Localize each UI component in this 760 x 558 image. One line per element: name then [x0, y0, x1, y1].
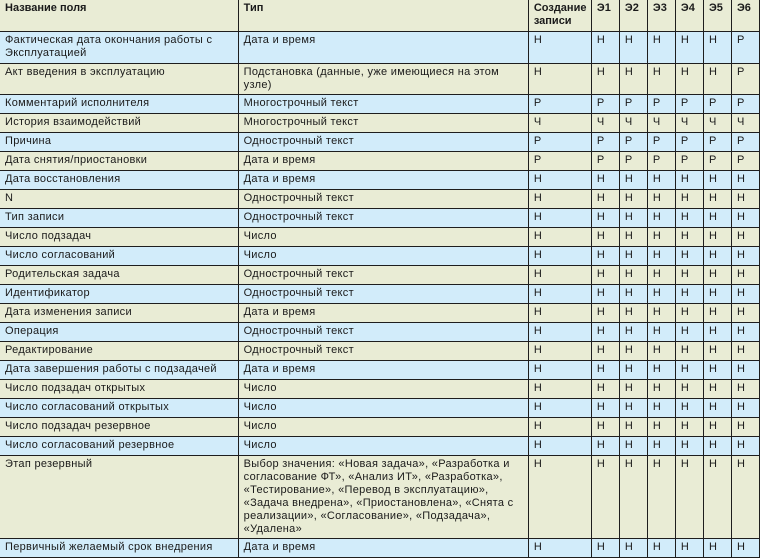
cell-stage-5: Н: [703, 228, 731, 247]
table-row: [0, 418, 760, 437]
cell-stage-2: Н: [619, 190, 647, 209]
cell-stage-3: Н: [647, 266, 675, 285]
cell-stage-2: Н: [619, 456, 647, 539]
table-row: [0, 304, 760, 323]
cell-stage-4: Н: [675, 323, 703, 342]
cell-stage-4: Н: [675, 304, 703, 323]
cell-stage-6: Н: [731, 342, 759, 361]
cell-stage-5: Р: [703, 152, 731, 171]
cell-type: Подстановка (данные, уже имеющиеся на этом узле): [238, 64, 528, 95]
cell-stage-6: Н: [731, 399, 759, 418]
table-body: [0, 32, 760, 558]
cell-stage-3: Н: [647, 342, 675, 361]
cell-stage-3: Н: [647, 380, 675, 399]
cell-create-record: Н: [528, 304, 591, 323]
cell-field-name: Тип записи: [0, 209, 238, 228]
cell-stage-4: Н: [675, 190, 703, 209]
cell-type: Многострочный текст: [238, 114, 528, 133]
cell-stage-6: Н: [731, 380, 759, 399]
cell-type: Число: [238, 418, 528, 437]
cell-create-record: Н: [528, 209, 591, 228]
cell-stage-6: Н: [731, 539, 759, 558]
cell-stage-4: Р: [675, 152, 703, 171]
cell-stage-3: Н: [647, 323, 675, 342]
cell-type: Многострочный текст: [238, 95, 528, 114]
table-row: [0, 456, 760, 539]
table-row: [0, 342, 760, 361]
table-row: [0, 152, 760, 171]
cell-stage-6: Н: [731, 247, 759, 266]
cell-create-record: Р: [528, 152, 591, 171]
cell-create-record: Р: [528, 95, 591, 114]
cell-field-name: Причина: [0, 133, 238, 152]
cell-field-name: Комментарий исполнителя: [0, 95, 238, 114]
cell-create-record: Ч: [528, 114, 591, 133]
cell-stage-3: Р: [647, 95, 675, 114]
cell-stage-5: Н: [703, 64, 731, 95]
cell-stage-3: Н: [647, 437, 675, 456]
cell-stage-3: Н: [647, 456, 675, 539]
cell-create-record: Р: [528, 133, 591, 152]
cell-stage-2: Н: [619, 228, 647, 247]
cell-stage-4: Н: [675, 380, 703, 399]
header-stage-2: Э2: [619, 0, 647, 32]
header-stage-4: Э4: [675, 0, 703, 32]
cell-field-name: Акт введения в эксплуатацию: [0, 64, 238, 95]
cell-stage-5: Н: [703, 399, 731, 418]
cell-stage-6: Н: [731, 266, 759, 285]
header-create-record: Создание записи: [528, 0, 591, 32]
cell-stage-1: Н: [591, 228, 619, 247]
cell-stage-2: Н: [619, 64, 647, 95]
cell-stage-3: Н: [647, 285, 675, 304]
cell-create-record: Н: [528, 285, 591, 304]
cell-stage-5: Р: [703, 95, 731, 114]
cell-stage-3: Н: [647, 64, 675, 95]
table-row: [0, 228, 760, 247]
cell-stage-3: Н: [647, 209, 675, 228]
cell-stage-3: Н: [647, 32, 675, 64]
cell-stage-2: Ч: [619, 114, 647, 133]
cell-stage-3: Н: [647, 361, 675, 380]
cell-field-name: Редактирование: [0, 342, 238, 361]
header-stage-1: Э1: [591, 0, 619, 32]
cell-field-name: Дата снятия/приостановки: [0, 152, 238, 171]
cell-stage-1: Н: [591, 171, 619, 190]
header-stage-6: Э6: [731, 0, 759, 32]
cell-create-record: Н: [528, 399, 591, 418]
table-header-row: [0, 0, 760, 32]
cell-stage-1: Н: [591, 456, 619, 539]
cell-stage-5: Н: [703, 361, 731, 380]
cell-type: Однострочный текст: [238, 190, 528, 209]
cell-type: Дата и время: [238, 32, 528, 64]
cell-stage-1: Н: [591, 190, 619, 209]
cell-stage-1: Н: [591, 342, 619, 361]
cell-stage-3: Н: [647, 399, 675, 418]
table-row: [0, 247, 760, 266]
cell-stage-6: Р: [731, 32, 759, 64]
table-row: [0, 323, 760, 342]
cell-field-name: Фактическая дата окончания работы с Эксплуатацией: [0, 32, 238, 64]
cell-stage-2: Н: [619, 437, 647, 456]
cell-stage-1: Н: [591, 437, 619, 456]
cell-stage-5: Н: [703, 266, 731, 285]
cell-stage-4: Н: [675, 342, 703, 361]
cell-stage-5: Н: [703, 456, 731, 539]
cell-stage-5: Н: [703, 342, 731, 361]
cell-stage-1: Н: [591, 323, 619, 342]
cell-field-name: Родительская задача: [0, 266, 238, 285]
cell-stage-4: Ч: [675, 114, 703, 133]
cell-stage-5: Н: [703, 171, 731, 190]
cell-field-name: Число согласований открытых: [0, 399, 238, 418]
cell-stage-6: Н: [731, 437, 759, 456]
cell-type: Число: [238, 437, 528, 456]
cell-stage-6: Н: [731, 190, 759, 209]
cell-stage-6: Н: [731, 418, 759, 437]
cell-stage-4: Н: [675, 64, 703, 95]
cell-type: Однострочный текст: [238, 285, 528, 304]
cell-field-name: Дата изменения записи: [0, 304, 238, 323]
cell-type: Однострочный текст: [238, 266, 528, 285]
cell-field-name: Операция: [0, 323, 238, 342]
header-type: Тип: [238, 0, 528, 32]
table-row: [0, 361, 760, 380]
cell-stage-2: Н: [619, 266, 647, 285]
cell-create-record: Н: [528, 171, 591, 190]
cell-stage-5: Н: [703, 323, 731, 342]
cell-stage-1: Н: [591, 266, 619, 285]
cell-stage-2: Н: [619, 342, 647, 361]
cell-stage-6: Р: [731, 64, 759, 95]
cell-create-record: Н: [528, 380, 591, 399]
cell-stage-3: Р: [647, 133, 675, 152]
cell-type: Однострочный текст: [238, 342, 528, 361]
cell-stage-4: Н: [675, 418, 703, 437]
cell-stage-1: Н: [591, 285, 619, 304]
cell-stage-5: Н: [703, 247, 731, 266]
cell-field-name: Дата восстановления: [0, 171, 238, 190]
cell-create-record: Н: [528, 32, 591, 64]
cell-stage-4: Н: [675, 266, 703, 285]
cell-stage-5: Н: [703, 209, 731, 228]
cell-stage-1: Р: [591, 152, 619, 171]
cell-stage-1: Н: [591, 32, 619, 64]
cell-stage-4: Р: [675, 133, 703, 152]
cell-stage-5: Н: [703, 539, 731, 558]
cell-stage-3: Н: [647, 171, 675, 190]
cell-create-record: Н: [528, 190, 591, 209]
table-row: [0, 190, 760, 209]
table-row: [0, 437, 760, 456]
cell-stage-1: Н: [591, 247, 619, 266]
cell-stage-5: Н: [703, 190, 731, 209]
cell-stage-2: Н: [619, 171, 647, 190]
cell-stage-2: Н: [619, 418, 647, 437]
table-row: [0, 32, 760, 64]
cell-stage-1: Р: [591, 133, 619, 152]
cell-stage-6: Н: [731, 228, 759, 247]
cell-stage-5: Н: [703, 418, 731, 437]
header-stage-5: Э5: [703, 0, 731, 32]
table-row: [0, 399, 760, 418]
cell-stage-1: Ч: [591, 114, 619, 133]
cell-stage-2: Р: [619, 95, 647, 114]
cell-field-name: Число подзадач резервное: [0, 418, 238, 437]
cell-stage-3: Н: [647, 247, 675, 266]
cell-create-record: Н: [528, 228, 591, 247]
cell-stage-4: Н: [675, 209, 703, 228]
table-row: [0, 133, 760, 152]
cell-stage-1: Н: [591, 209, 619, 228]
cell-type: Число: [238, 399, 528, 418]
cell-stage-3: Н: [647, 304, 675, 323]
cell-stage-2: Н: [619, 285, 647, 304]
cell-stage-4: Р: [675, 95, 703, 114]
cell-create-record: Н: [528, 418, 591, 437]
cell-type: Дата и время: [238, 361, 528, 380]
table-row: [0, 266, 760, 285]
cell-type: Дата и время: [238, 152, 528, 171]
cell-stage-6: Н: [731, 285, 759, 304]
cell-stage-4: Н: [675, 228, 703, 247]
cell-stage-6: Р: [731, 152, 759, 171]
cell-stage-3: Ч: [647, 114, 675, 133]
cell-type: Дата и время: [238, 304, 528, 323]
cell-field-name: Первичный желаемый срок внедрения: [0, 539, 238, 558]
cell-stage-5: Ч: [703, 114, 731, 133]
cell-stage-3: Н: [647, 539, 675, 558]
cell-create-record: Н: [528, 456, 591, 539]
cell-stage-2: Н: [619, 380, 647, 399]
cell-type: Число: [238, 228, 528, 247]
cell-stage-3: Н: [647, 418, 675, 437]
cell-stage-2: Р: [619, 152, 647, 171]
cell-create-record: Н: [528, 266, 591, 285]
table-row: [0, 95, 760, 114]
header-stage-3: Э3: [647, 0, 675, 32]
cell-stage-2: Н: [619, 304, 647, 323]
cell-stage-6: Н: [731, 361, 759, 380]
cell-field-name: Число согласований: [0, 247, 238, 266]
table-row: [0, 171, 760, 190]
cell-stage-1: Н: [591, 380, 619, 399]
cell-field-name: История взаимодействий: [0, 114, 238, 133]
cell-stage-2: Н: [619, 32, 647, 64]
cell-create-record: Н: [528, 437, 591, 456]
cell-stage-4: Н: [675, 539, 703, 558]
cell-field-name: Дата завершения работы с подзадачей: [0, 361, 238, 380]
cell-stage-5: Р: [703, 133, 731, 152]
cell-stage-6: Н: [731, 456, 759, 539]
table-row: [0, 64, 760, 95]
cell-stage-3: Н: [647, 190, 675, 209]
table-row: [0, 114, 760, 133]
table-row: [0, 209, 760, 228]
cell-stage-4: Н: [675, 247, 703, 266]
cell-field-name: Число подзадач открытых: [0, 380, 238, 399]
cell-stage-3: Р: [647, 152, 675, 171]
cell-field-name: N: [0, 190, 238, 209]
cell-field-name: Число подзадач: [0, 228, 238, 247]
cell-stage-1: Н: [591, 361, 619, 380]
cell-stage-4: Н: [675, 437, 703, 456]
table-row: [0, 285, 760, 304]
cell-stage-2: Н: [619, 361, 647, 380]
cell-stage-1: Н: [591, 64, 619, 95]
cell-stage-6: Н: [731, 171, 759, 190]
cell-create-record: Н: [528, 64, 591, 95]
cell-create-record: Н: [528, 342, 591, 361]
cell-stage-2: Н: [619, 539, 647, 558]
cell-stage-5: Н: [703, 285, 731, 304]
table-row: [0, 539, 760, 558]
cell-type: Число: [238, 247, 528, 266]
cell-create-record: Н: [528, 323, 591, 342]
cell-type: Однострочный текст: [238, 209, 528, 228]
cell-stage-2: Н: [619, 209, 647, 228]
cell-stage-5: Н: [703, 437, 731, 456]
cell-type: Однострочный текст: [238, 323, 528, 342]
header-field-name: Название поля: [0, 0, 238, 32]
cell-stage-6: Р: [731, 95, 759, 114]
cell-stage-4: Н: [675, 32, 703, 64]
cell-stage-6: Н: [731, 304, 759, 323]
cell-stage-4: Н: [675, 171, 703, 190]
cell-stage-6: Н: [731, 323, 759, 342]
cell-stage-4: Н: [675, 399, 703, 418]
cell-field-name: Идентификатор: [0, 285, 238, 304]
cell-stage-2: Н: [619, 323, 647, 342]
cell-stage-1: Н: [591, 539, 619, 558]
cell-stage-1: Р: [591, 95, 619, 114]
cell-stage-5: Н: [703, 380, 731, 399]
cell-stage-6: Ч: [731, 114, 759, 133]
table-row: [0, 380, 760, 399]
cell-type: Дата и время: [238, 539, 528, 558]
cell-stage-2: Р: [619, 133, 647, 152]
cell-stage-4: Н: [675, 456, 703, 539]
cell-stage-4: Н: [675, 361, 703, 380]
cell-stage-1: Н: [591, 304, 619, 323]
cell-stage-5: Н: [703, 32, 731, 64]
cell-stage-1: Н: [591, 399, 619, 418]
cell-field-name: Этап резервный: [0, 456, 238, 539]
cell-stage-1: Н: [591, 418, 619, 437]
cell-type: Однострочный текст: [238, 133, 528, 152]
cell-stage-3: Н: [647, 228, 675, 247]
cell-field-name: Число согласований резервное: [0, 437, 238, 456]
cell-create-record: Н: [528, 361, 591, 380]
cell-type: Дата и время: [238, 171, 528, 190]
cell-create-record: Н: [528, 539, 591, 558]
cell-type: Выбор значения: «Новая задача», «Разработка и согласование ФТ», «Анализ ИТ», «Разработка», «Тестирование», «Перевод в эксплуатацию», «Задача внедрена», «Приостановлена», «Снята с реализации», «Согласование», «Подзадача», «Удалена»: [238, 456, 528, 539]
cell-stage-5: Н: [703, 304, 731, 323]
cell-create-record: Н: [528, 247, 591, 266]
cell-stage-6: Н: [731, 209, 759, 228]
cell-stage-2: Н: [619, 247, 647, 266]
cell-stage-2: Н: [619, 399, 647, 418]
cell-type: Число: [238, 380, 528, 399]
cell-stage-4: Н: [675, 285, 703, 304]
cell-stage-6: Р: [731, 133, 759, 152]
